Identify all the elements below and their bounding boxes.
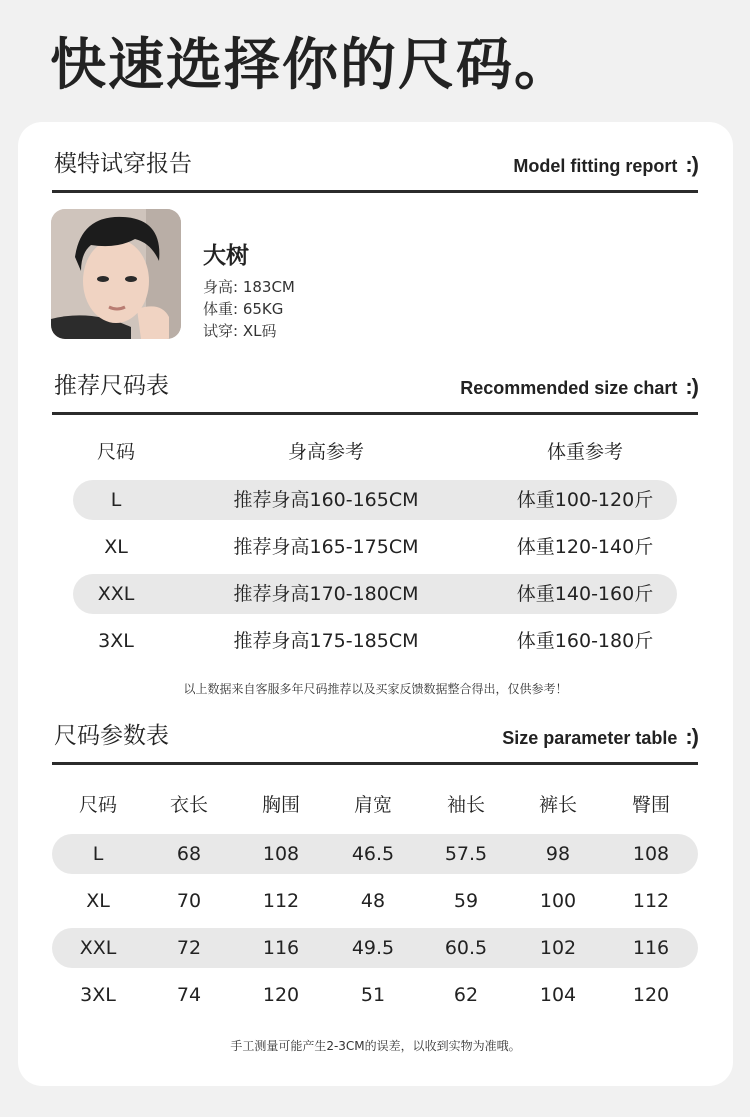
- height-cell: 推荐身高160-165CM: [233, 489, 419, 511]
- pants-length-cell: 104: [539, 984, 577, 1006]
- recommend-header-weight: 体重参考: [546, 441, 624, 463]
- hip-cell: 120: [632, 984, 670, 1006]
- shoulder-cell: 51: [360, 984, 386, 1006]
- hip-cell: 112: [632, 890, 670, 912]
- size-guide-card: [18, 122, 733, 1086]
- smiley-icon: :): [685, 152, 698, 177]
- hip-cell: 108: [632, 843, 670, 865]
- chest-cell: 112: [262, 890, 300, 912]
- size-cell: 3XL: [98, 630, 134, 652]
- shoulder-cell: 46.5: [351, 843, 395, 865]
- recommend-section-subtitle-text: Recommended size chart: [460, 378, 678, 398]
- length-cell: 72: [176, 937, 202, 959]
- param-header: 肩宽: [353, 794, 393, 816]
- chest-cell: 120: [262, 984, 300, 1006]
- param-section-header: [52, 706, 698, 765]
- param-header: 臀围: [631, 794, 671, 816]
- model-section-title: 模特试穿报告: [54, 151, 192, 177]
- table-row: [73, 574, 677, 614]
- param-header: 裤长: [538, 794, 578, 816]
- pants-length-cell: 102: [539, 937, 577, 959]
- model-portrait-image: [51, 209, 181, 339]
- sleeve-cell: 59: [453, 890, 479, 912]
- model-height: 身高: 183CM: [203, 278, 295, 296]
- model-weight: 体重: 65KG: [203, 300, 284, 318]
- page-title: 快速选择你的尺码。: [50, 33, 572, 98]
- pants-length-cell: 98: [545, 843, 571, 865]
- pants-length-cell: 100: [539, 890, 577, 912]
- sleeve-cell: 57.5: [444, 843, 488, 865]
- smiley-icon: :): [685, 374, 698, 399]
- length-cell: 74: [176, 984, 202, 1006]
- table-row: [52, 881, 698, 921]
- param-header: 衣长: [169, 794, 209, 816]
- size-cell: XXL: [97, 583, 135, 605]
- table-row: [73, 480, 677, 520]
- table-row: [52, 975, 698, 1015]
- height-cell: 推荐身高175-185CM: [233, 630, 419, 652]
- model-section-subtitle: [513, 152, 698, 178]
- size-cell: XL: [104, 536, 128, 558]
- size-cell: L: [92, 843, 104, 865]
- recommend-header-height: 身高参考: [287, 441, 365, 463]
- size-cell: 3XL: [80, 984, 116, 1006]
- table-row: [52, 928, 698, 968]
- weight-cell: 体重140-160斤: [516, 583, 654, 605]
- size-cell: XXL: [79, 937, 117, 959]
- recommend-section-title: 推荐尺码表: [54, 373, 169, 399]
- size-cell: L: [110, 489, 122, 511]
- chest-cell: 108: [262, 843, 300, 865]
- smiley-icon: :): [685, 724, 698, 749]
- recommend-header-size: 尺码: [96, 441, 136, 463]
- recommend-section-subtitle: [460, 374, 698, 400]
- param-header: 胸围: [261, 794, 301, 816]
- shoulder-cell: 49.5: [351, 937, 395, 959]
- param-note: 手工测量可能产生2-3CM的误差，以收到实物为准哦。: [230, 1039, 521, 1053]
- model-photo: [51, 209, 181, 339]
- param-section-subtitle: [502, 724, 698, 750]
- model-fit-size: 试穿: XL码: [203, 322, 277, 340]
- shoulder-cell: 48: [360, 890, 386, 912]
- recommend-note: 以上数据来自客服多年尺码推荐以及买家反馈数据整合得出，仅供参考！: [183, 682, 568, 696]
- sleeve-cell: 62: [453, 984, 479, 1006]
- weight-cell: 体重160-180斤: [516, 630, 654, 652]
- height-cell: 推荐身高170-180CM: [233, 583, 419, 605]
- table-row: [73, 621, 677, 661]
- chest-cell: 116: [262, 937, 300, 959]
- length-cell: 68: [176, 843, 202, 865]
- table-row: [73, 527, 677, 567]
- param-header: 袖长: [446, 794, 486, 816]
- length-cell: 70: [176, 890, 202, 912]
- height-cell: 推荐身高165-175CM: [233, 536, 419, 558]
- model-section-header: [52, 134, 698, 193]
- recommend-section-header: [52, 356, 698, 415]
- weight-cell: 体重120-140斤: [516, 536, 654, 558]
- weight-cell: 体重100-120斤: [516, 489, 654, 511]
- model-name: 大树: [203, 243, 249, 269]
- param-section-subtitle-text: Size parameter table: [502, 728, 678, 748]
- param-section-title: 尺码参数表: [54, 723, 169, 749]
- param-header: 尺码: [78, 794, 118, 816]
- table-row: [52, 834, 698, 874]
- sleeve-cell: 60.5: [444, 937, 488, 959]
- hip-cell: 116: [632, 937, 670, 959]
- model-section-subtitle-text: Model fitting report: [513, 156, 678, 176]
- model-info: [203, 237, 295, 342]
- size-cell: XL: [86, 890, 110, 912]
